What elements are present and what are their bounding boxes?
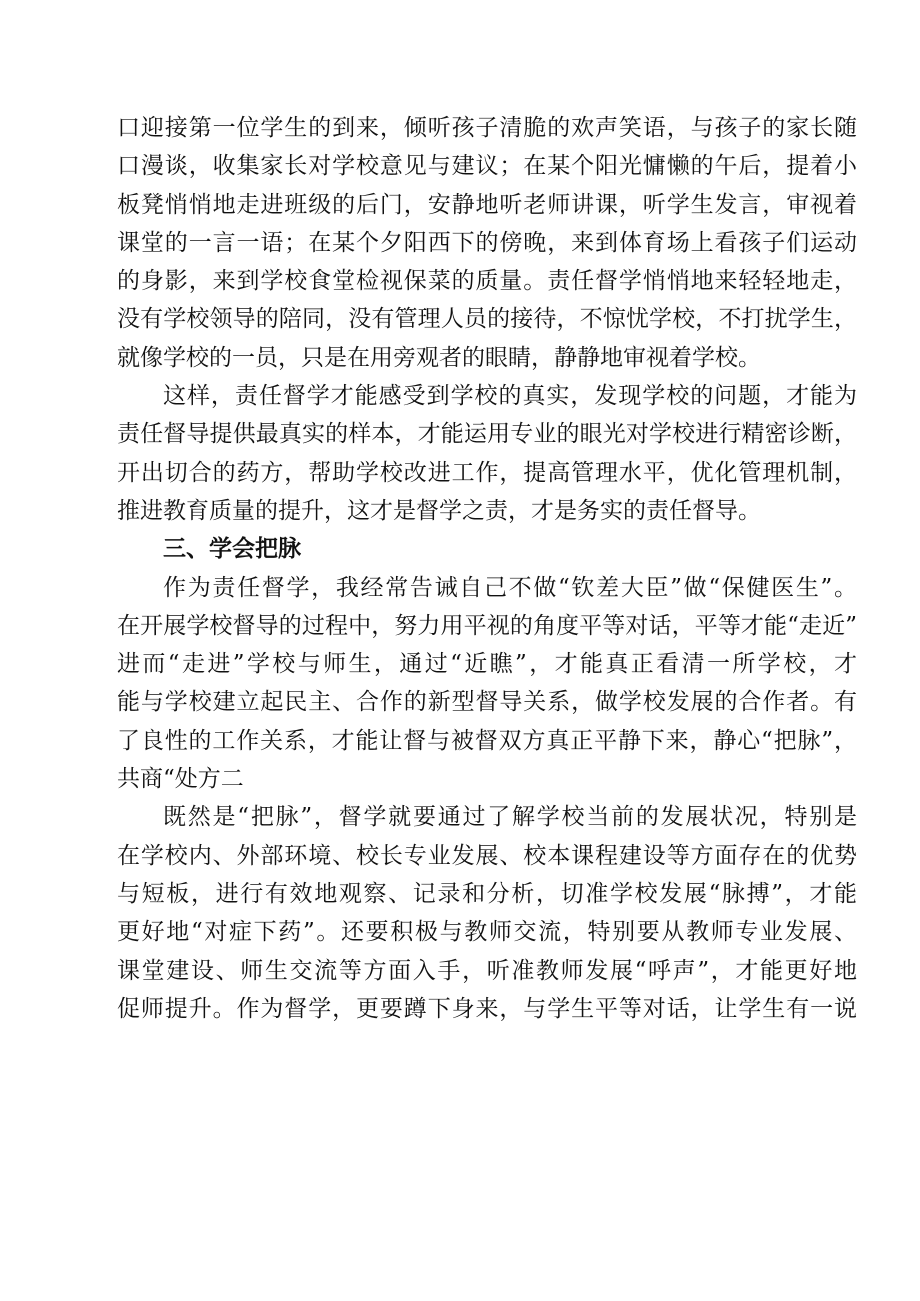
text-line: 更好地“对症下药”。还要积极与教师交流，特别要从教师专业发展、 [117, 919, 857, 946]
text-line: 课堂的一言一语；在某个夕阳西下的傍晚，来到体育场上看孩子们运动 [117, 229, 857, 256]
text-line: 在开展学校督导的过程中，努力用平视的角度平等对话，平等才能“走近” [117, 612, 857, 639]
text-line: 推进教育质量的提升，这才是督学之责，才是务实的责任督导。 [117, 497, 761, 524]
section-heading: 三、学会把脉 [163, 536, 301, 563]
paragraph-first-line: 这样，责任督学才能感受到学校的真实，发现学校的问题，才能为 [163, 383, 857, 410]
text-line: 口迎接第一位学生的到来，倾听孩子清脆的欢声笑语，与孩子的家长随 [117, 115, 857, 141]
text-line: 没有学校领导的陪同，没有管理人员的接待，不惊忧学校，不打扰学生， [117, 306, 857, 333]
text-line: 促师提升。作为督学，更要蹲下身来，与学生平等对话，让学生有一说 [117, 995, 857, 1022]
text-line: 板凳悄悄地走进班级的后门，安静地听老师讲课，听学生发言，审视着 [117, 191, 857, 218]
text-line: 在学校内、外部环境、校长专业发展、校本课程建设等方面存在的优势 [117, 842, 857, 869]
text-line: 能与学校建立起民主、合作的新型督导关系，做学校发展的合作者。有 [117, 689, 857, 716]
paragraph-first-line: 作为责任督学，我经常告诫自己不做“钦差大臣”做“保健医生”。 [163, 574, 857, 601]
text-line: 进而“走进”学校与师生，通过“近瞧”，才能真正看清一所学校，才 [117, 651, 857, 678]
text-line: 就像学校的一员，只是在用旁观者的眼睛，静静地审视着学校。 [117, 344, 761, 371]
text-line: 责任督导提供最真实的样本，才能运用专业的眼光对学校进行精密诊断， [117, 421, 857, 448]
paragraph-first-line: 既然是“把脉”，督学就要通过了解学校当前的发展状况，特别是 [163, 804, 857, 831]
text-line: 口漫谈，收集家长对学校意见与建议；在某个阳光慵懒的午后，提着小 [117, 153, 857, 180]
text-line: 了良性的工作关系，才能让督与被督双方真正平静下来，静心“把脉”， [117, 727, 857, 754]
text-line: 共商“处方二 [117, 766, 244, 793]
text-line: 开出切合的药方，帮助学校改进工作，提高管理水平，优化管理机制， [117, 459, 857, 486]
text-line: 的身影，来到学校食堂检视保菜的质量。责任督学悄悄地来轻轻地走， [117, 268, 857, 295]
text-line: 课堂建设、师生交流等方面入手，听准教师发展“呼声”，才能更好地 [117, 957, 857, 984]
text-line: 与短板，进行有效地观察、记录和分析，切准学校发展“脉搏”，才能 [117, 880, 857, 907]
document-body [117, 109, 857, 1028]
